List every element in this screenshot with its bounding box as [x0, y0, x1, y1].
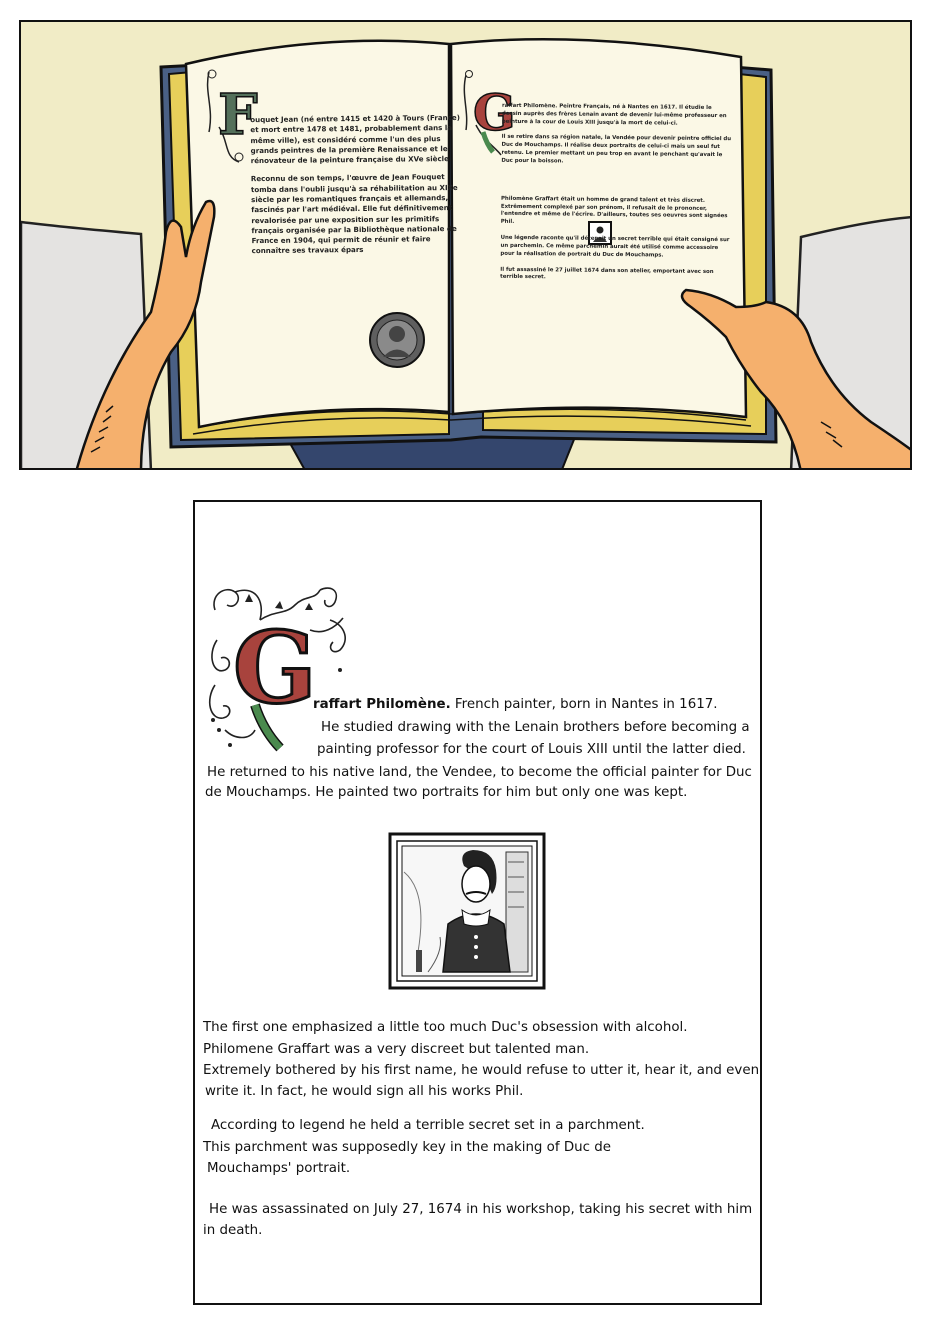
svg-text:G: G — [233, 611, 317, 726]
translation-line-11: This parchment was supposedly key in the making of Duc de — [203, 1140, 612, 1155]
translation-line-13: He was assassinated on July 27, 1674 in his workshop, taking his secret with him — [209, 1202, 753, 1217]
right-page-paragraph: Une légende raconte qu'il détenait un secret terrible qui était consigné sur un parchemin. Ce même parchemin aurait été utilisé comme accessoire pour la réalisation de portrait du Duc de Mouchamps. — [500, 234, 730, 259]
right-page-paragraph: Philomène Graffart était un homme de grand talent et très discret. Extrêmement complexé par son prénom, il refusait de le prononcer, l'entendre et même de l'écrire. D'ailleurs, toutes ses oeuvres sont signées Phil. — [500, 195, 728, 226]
left-page-text — [250, 113, 467, 265]
translation-line-7: Philomene Graffart was a very discreet but talented man. — [203, 1042, 590, 1057]
left-page-paragraph: ouquet Jean (né entre 1415 et 1420 à Tours (France) et mort entre 1478 et 1481, probablement dans la même ville), est considéré comme l'un des plus grands peintres de la première Renaissance et le rénovateur de la peinture française du XVe siècle. — [250, 112, 460, 166]
comic-panel-translation — [193, 500, 762, 1305]
svg-text:G: G — [473, 83, 516, 142]
translation-line-12: Mouchamps' portrait. — [207, 1161, 351, 1176]
translation-line-6: The first one emphasized a little too much Duc's obsession with alcohol. — [203, 1020, 688, 1035]
translation-line-14: in death. — [203, 1223, 263, 1238]
svg-text:F: F — [218, 82, 258, 148]
translation-line-3: painting professor for the court of Louis XIII until the latter died. — [317, 742, 746, 757]
comic-panel-book — [19, 20, 912, 470]
translation-line-2: He studied drawing with the Lenain brothers before becoming a — [321, 720, 750, 735]
translation-line-1 — [313, 697, 718, 712]
painter-name: raffart Philomène. — [313, 697, 451, 712]
right-page-text — [500, 103, 732, 293]
duc-portrait-illustration — [388, 832, 546, 990]
right-page-paragraph: raffart Philomène. Peintre Français, né à Nantes en 1617. Il étudie le dessin auprès des frères Lenain avant de devenir lui-même professeur en peinture à la cour de Louis XIII jusqu'à la mort de celui-ci. — [501, 102, 727, 127]
right-page-paragraph: Il se retire dans sa région natale, la Vendée pour devenir peintre officiel du Duc de Mouchamps. Il réalise deux portraits de celui-ci mais un seul fut retenu. Le premier mettant un peu trop en avant le penchant qu'avait le Duc pour la boisson. — [501, 134, 732, 165]
right-page-paragraph: Il fut assassiné le 27 juillet 1674 dans son atelier, emportant avec son terrible secret. — [500, 266, 714, 281]
translation-line-10: According to legend he held a terrible secret set in a parchment. — [211, 1118, 645, 1133]
translation-line-9: write it. In fact, he would sign all his works Phil. — [205, 1084, 524, 1099]
translation-line-4: He returned to his native land, the Vendee, to become the official painter for Duc — [207, 765, 752, 780]
translation-line-8: Extremely bothered by his first name, he would refuse to utter it, hear it, and even — [203, 1063, 760, 1078]
left-page-paragraph: Reconnu de son temps, l'œuvre de Jean Fouquet tomba dans l'oubli jusqu'à sa réhabilitation au XIXe siècle par les romantiques français et allemands, fascinés par l'art médiéval. Elle fut définitivement revalorisée par une exposition sur les primitifs français organisée par la Bibliothèque nationale de France en 1904, qui permit de réunir et faire connaître ses travaux épars — [250, 172, 458, 256]
translation-text: French painter, born in Nantes in 1617. — [454, 697, 718, 712]
translation-line-5: de Mouchamps. He painted two portraits for him but only one was kept. — [205, 785, 688, 800]
